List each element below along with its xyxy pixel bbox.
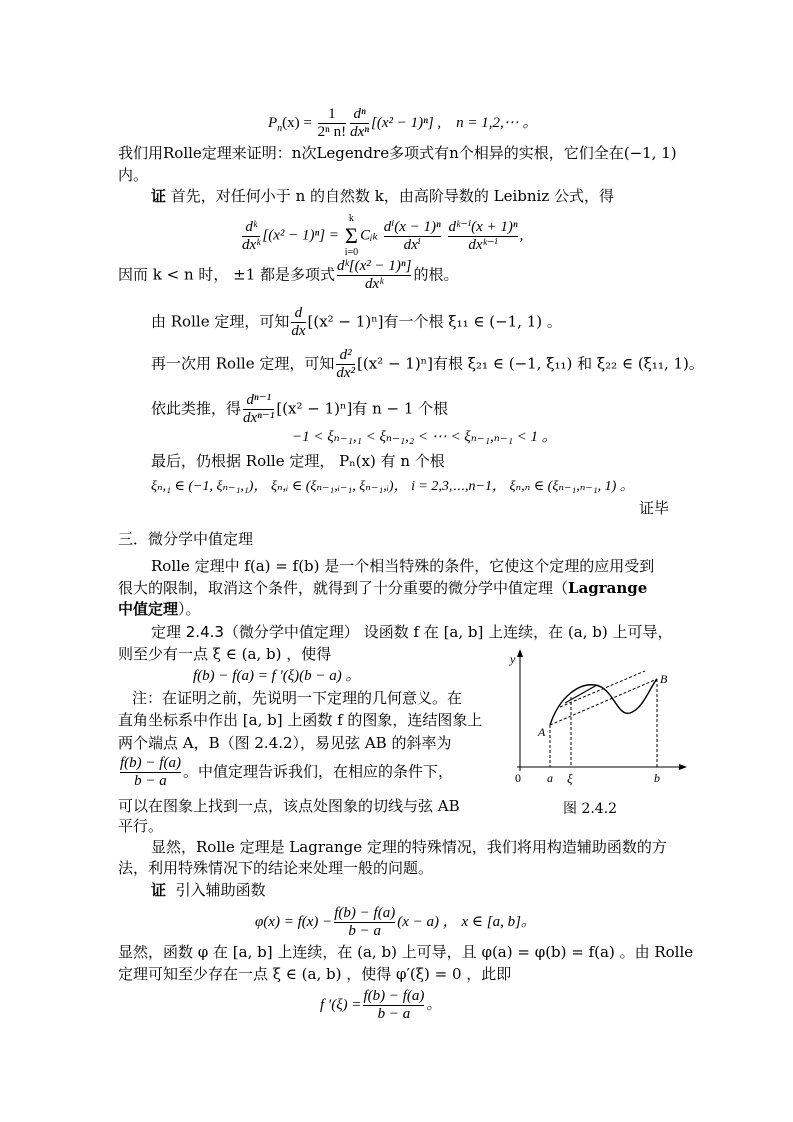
leibniz-term2-den: dxᵏ⁻ⁱ bbox=[448, 236, 517, 254]
formula-final-num: f(b) − f(a) bbox=[363, 988, 425, 1004]
leibniz-term1 bbox=[384, 219, 441, 254]
note-line2: 直角坐标系中作出 [a, b] 上函数 f 的图象，连结图象上 bbox=[118, 711, 483, 729]
x-axis-arrow bbox=[679, 764, 687, 770]
para7-line3-text: ）。 bbox=[178, 600, 201, 618]
formula-phi-rhs: (x − a) ， x ∈ [a, b]。 bbox=[397, 913, 536, 930]
para7-mvt-bold: 中值定理 bbox=[118, 600, 179, 618]
para5-frac bbox=[243, 392, 274, 427]
proof2-label: 证 bbox=[151, 881, 167, 899]
formula-pn-coef-num: 1 bbox=[328, 106, 336, 122]
para3 bbox=[151, 305, 562, 340]
para2-suffix: 的根。 bbox=[413, 265, 459, 284]
label-B: B bbox=[660, 672, 668, 686]
leibniz-sum bbox=[345, 213, 358, 259]
para4-frac-num: d² bbox=[339, 347, 352, 363]
leibniz-deriv-num: dᵏ bbox=[245, 218, 258, 235]
theorem-label: 定理 2.4.3（微分学中值定理） bbox=[151, 623, 359, 641]
para3-frac-num: d bbox=[294, 305, 303, 321]
y-axis-arrow bbox=[517, 649, 523, 657]
proof1-text: 首先，对任何小于 n 的自然数 k，由高阶导数的 Leibniz 公式，得 bbox=[170, 187, 614, 205]
leibniz-sum-symbol: Σ bbox=[344, 223, 358, 248]
formula-pn-coef-den: 2ⁿ n! bbox=[317, 124, 347, 140]
para3-frac-den: dx bbox=[291, 323, 306, 339]
formula-final-den: b − a bbox=[363, 1005, 424, 1023]
formula-final bbox=[320, 988, 441, 1023]
label-origin: 0 bbox=[515, 771, 521, 785]
label-xi: ξ bbox=[567, 771, 573, 786]
para4-suffix: [(x² − 1)ⁿ]有根 ξ₂₁ ∈ (−1, ξ₁₁) 和 ξ₂₂ ∈ (ξ₁₁, 1)。 bbox=[357, 354, 704, 373]
label-A: A bbox=[538, 725, 546, 739]
section-heading: 三．微分学中值定理 bbox=[118, 530, 254, 548]
note-line3: 两个端点 A，B（图 2.4.2），易见弦 AB 的斜率为 bbox=[118, 734, 452, 752]
formula-pn-range: n = 1,2,⋯ 。 bbox=[456, 114, 538, 131]
para3-suffix: [(x² − 1)ⁿ]有一个根 ξ₁₁ ∈ (−1, 1) 。 bbox=[307, 312, 562, 331]
para3-frac bbox=[291, 305, 305, 340]
leibniz-sum-top: k bbox=[348, 213, 354, 224]
leibniz-term2-num: dᵏ⁻ⁱ(x + 1)ⁿ bbox=[448, 218, 518, 235]
para1-line2: 内。 bbox=[118, 166, 149, 184]
formula-leibniz bbox=[240, 213, 523, 259]
para2-frac bbox=[337, 258, 411, 293]
para4-prefix: 再一次用 Rolle 定理，可知 bbox=[151, 354, 335, 373]
para2-frac-num: dᵏ[(x² − 1)ⁿ] bbox=[337, 258, 412, 274]
proof1-line bbox=[151, 186, 614, 206]
formula-pn-body: [(x² − 1)ⁿ] , bbox=[371, 114, 442, 131]
para5-frac-num: dⁿ⁻¹ bbox=[246, 392, 271, 408]
para7-line1: Rolle 定理中 f(a) = f(b) 是一个相当特殊的条件，它使这个定理的应用受到 bbox=[151, 557, 655, 575]
note-line5: 可以在图象上找到一点，该点处图象的切线与弦 AB bbox=[118, 797, 460, 815]
para5-suffix: [(x² − 1)ⁿ]有 n − 1 个根 bbox=[276, 399, 449, 418]
label-b: b bbox=[654, 771, 660, 785]
leibniz-body: [(x² − 1)ⁿ] = bbox=[262, 227, 339, 244]
leibniz-binom: Cᵢₖ bbox=[360, 227, 378, 244]
para9-line2: 定理可知至少存在一点 ξ ∈ (a, b) ，使得 φ′(ξ) = 0 ，此即 bbox=[118, 965, 512, 983]
formula-pn bbox=[268, 106, 538, 141]
theorem-text: 设函数 f 在 [a, b] 上连续，在 (a, b) 上可导， bbox=[363, 623, 673, 641]
formula-pn-arg: (x) = bbox=[282, 114, 312, 131]
figure-caption: 图 2.4.2 bbox=[563, 801, 618, 817]
note-frac-num: f(b) − f(a) bbox=[120, 755, 181, 771]
label-y: y bbox=[510, 652, 516, 666]
para9-line1: 显然，函数 φ 在 [a, b] 上连续，在 (a, b) 上可导，且 φ(a) = φ(b) = f(a) 。由 Rolle bbox=[118, 943, 694, 961]
formula-pn-deriv-num: dⁿ bbox=[353, 106, 366, 122]
note-line1: 注：在证明之前，先说明一下定理的几何意义。在 bbox=[132, 689, 463, 707]
para7-line2-text: 很大的限制，取消这个条件，就得到了十分重要的微分学中值定理（ bbox=[118, 579, 569, 597]
formula-phi-lhs: φ(x) = f(x) − bbox=[255, 913, 333, 930]
para4-frac bbox=[336, 347, 355, 382]
formula-pn-deriv bbox=[350, 106, 369, 141]
theorem-line2: 则至少有一点 ξ ∈ (a, b) ，使得 bbox=[118, 645, 332, 663]
note-line4 bbox=[118, 755, 453, 790]
formula-pn-coef bbox=[318, 106, 346, 141]
proof2-line bbox=[151, 880, 266, 900]
formula-phi-frac bbox=[334, 905, 395, 940]
formula-pn-deriv-den: dxⁿ bbox=[350, 124, 369, 140]
proof2-text: 引入辅助函数 bbox=[175, 881, 266, 899]
para7-lagrange: Lagrange bbox=[568, 579, 648, 597]
leibniz-deriv-den: dxᵏ bbox=[242, 236, 261, 253]
para5 bbox=[151, 392, 448, 427]
para7-line3 bbox=[118, 599, 201, 619]
para4-frac-den: dx² bbox=[336, 365, 355, 381]
figure-2-4-2 bbox=[505, 645, 690, 790]
tangent-line bbox=[560, 671, 645, 707]
note-frac bbox=[120, 755, 181, 790]
formula-final-tail: 。 bbox=[426, 996, 442, 1013]
para7-line2 bbox=[118, 578, 647, 598]
formula-final-lhs: f ′(ξ) = bbox=[320, 996, 362, 1013]
theorem-formula: f(b) − f(a) = f ′(ξ)(b − a) 。 bbox=[193, 668, 361, 684]
leibniz-term1-den: dxⁱ bbox=[384, 236, 441, 254]
note-line4-text: 。中值定理告诉我们，在相应的条件下， bbox=[182, 762, 453, 781]
qed: 证毕 bbox=[639, 499, 670, 517]
para4 bbox=[151, 347, 704, 382]
para2 bbox=[118, 258, 458, 293]
leibniz-tail: , bbox=[519, 227, 524, 244]
formula-phi-num: f(b) − f(a) bbox=[334, 905, 396, 921]
formula-pn-lhs: P bbox=[268, 114, 278, 131]
leibniz-term2 bbox=[448, 219, 517, 254]
note-frac-den: b − a bbox=[120, 772, 181, 790]
leibniz-deriv bbox=[242, 219, 260, 254]
formula-phi bbox=[255, 905, 536, 940]
para6: 最后，仍根据 Rolle 定理， Pₙ(x) 有 n 个根 bbox=[151, 452, 445, 470]
formula-pn-sub: n bbox=[277, 122, 283, 134]
proof1-label: 证 bbox=[151, 187, 167, 205]
para3-prefix: 由 Rolle 定理，可知 bbox=[151, 312, 290, 331]
formula-final-frac bbox=[363, 988, 424, 1023]
formula-roots: ξₙ,₁ ∈ (−1, ξₙ₋₁,₁)， ξₙ,ᵢ ∈ (ξₙ₋₁,ᵢ₋₁, ξₙ₋₁,ᵢ)， i = 2,3,⋯,n−1， ξₙ,ₙ ∈ (ξₙ₋₁,ₙ₋₁, 1) 。 bbox=[151, 479, 634, 494]
para5-prefix: 依此类推，得 bbox=[151, 399, 242, 418]
para2-prefix: 因而 k < n 时， ±1 都是多项式 bbox=[118, 265, 336, 284]
label-a: a bbox=[547, 771, 553, 785]
leibniz-term1-num: dⁱ(x − 1)ⁿ bbox=[383, 218, 441, 235]
leibniz-sum-bottom: i=0 bbox=[344, 247, 359, 258]
para8-line1: 显然，Rolle 定理是 Lagrange 定理的特殊情况，我们将用构造辅助函数的方 bbox=[151, 838, 667, 856]
formula-phi-den: b − a bbox=[334, 922, 395, 940]
para5-frac-den: dxⁿ⁻¹ bbox=[243, 410, 275, 426]
formula-chain: −1 < ξₙ₋₁,₁ < ξₙ₋₁,₂ < ⋯ < ξₙ₋₁,ₙ₋₁ < 1 。 bbox=[292, 429, 557, 445]
para8-line2: 法，利用特殊情况下的结论来处理一般的问题。 bbox=[118, 859, 434, 877]
para1-line1: 我们用Rolle定理来证明：n次Legendre多项式有n个相异的实根，它们全在(−1, 1) bbox=[118, 144, 677, 162]
note-line6: 平行。 bbox=[118, 817, 164, 835]
para2-frac-den: dxᵏ bbox=[337, 275, 411, 293]
theorem-line1 bbox=[151, 622, 672, 642]
